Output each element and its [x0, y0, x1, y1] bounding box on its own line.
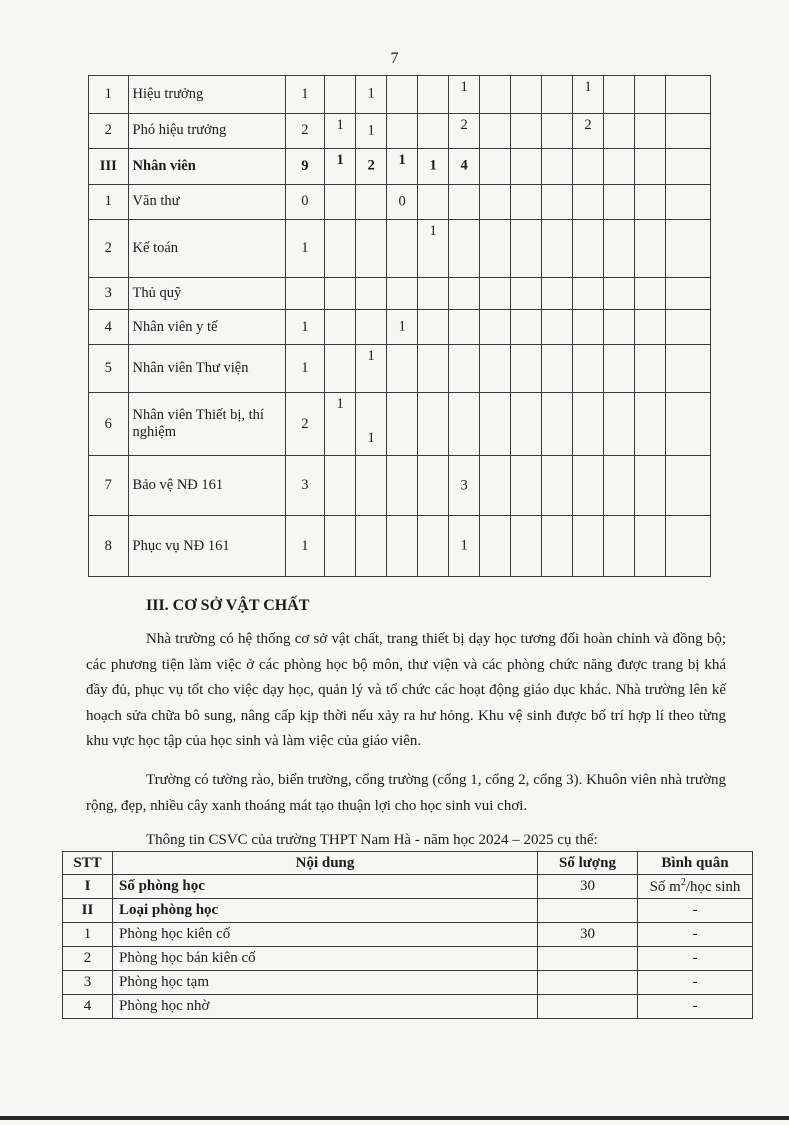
row-cell — [356, 220, 387, 278]
row-name: Thủ quỹ — [128, 278, 285, 309]
row-cell — [480, 345, 511, 393]
row-cell — [542, 393, 573, 456]
row-cell — [449, 220, 480, 278]
cell-value: 1 — [367, 122, 375, 139]
row-cell — [665, 345, 710, 393]
facility-stt: 2 — [63, 947, 113, 971]
facility-stt: 1 — [63, 923, 113, 947]
row-cell — [542, 309, 573, 344]
facilities-table — [62, 851, 753, 1019]
avg-suffix: /học sinh — [685, 879, 741, 895]
row-stt: 3 — [89, 278, 129, 309]
row-cell — [573, 113, 604, 148]
row-cell — [387, 184, 418, 219]
row-cell — [604, 76, 635, 114]
facilities-row — [63, 875, 753, 899]
row-stt: 4 — [89, 309, 129, 344]
facility-content: Phòng học bán kiên cố — [113, 947, 538, 971]
row-cell — [635, 345, 666, 393]
row-cell — [635, 184, 666, 219]
row-stt: 8 — [89, 516, 129, 577]
facilities-header-row — [63, 852, 753, 875]
cell-value: 1 — [336, 152, 344, 169]
row-cell — [573, 393, 604, 456]
avg-prefix: Số m — [649, 879, 681, 895]
row-cell — [511, 516, 542, 577]
row-name: Bảo vệ NĐ 161 — [128, 455, 285, 516]
cell-value: 1 — [367, 429, 375, 446]
row-cell — [604, 309, 635, 344]
row-cell — [573, 184, 604, 219]
row-cell — [449, 113, 480, 148]
facility-average: - — [638, 971, 753, 995]
row-total: 2 — [285, 113, 325, 148]
row-cell — [635, 149, 666, 184]
facilities-row — [63, 947, 753, 971]
paragraph-grounds: Trường có tường rào, biển trường, cổng trường (cổng 1, cổng 2, cổng 3). Khuôn viên nhà trường rộng, đẹp, nhiều cây xanh thoáng mát tạo thuận lợi cho học sinh vui chơi. — [86, 772, 726, 814]
cell-value: 1 — [398, 152, 406, 169]
cell-value: 1 — [584, 79, 592, 95]
row-name: Nhân viên y tế — [128, 309, 285, 344]
row-cell — [356, 278, 387, 309]
staff-row — [89, 516, 711, 577]
cell-value: 4 — [460, 157, 468, 174]
row-cell — [325, 345, 356, 393]
row-cell — [604, 113, 635, 148]
row-cell — [480, 278, 511, 309]
row-cell — [480, 309, 511, 344]
row-cell — [635, 516, 666, 577]
cell-value: 1 — [429, 223, 437, 240]
row-name: Văn thư — [128, 184, 285, 219]
row-cell — [542, 76, 573, 114]
row-cell — [449, 309, 480, 344]
row-stt: 2 — [89, 113, 129, 148]
row-cell — [325, 76, 356, 114]
row-cell — [511, 220, 542, 278]
row-cell — [511, 393, 542, 456]
facility-content: Phòng học nhờ — [113, 995, 538, 1019]
row-cell — [325, 220, 356, 278]
row-stt: 2 — [89, 220, 129, 278]
row-stt: 6 — [89, 393, 129, 456]
row-cell — [665, 149, 710, 184]
row-cell — [665, 455, 710, 516]
staff-row — [89, 220, 711, 278]
row-cell — [387, 309, 418, 344]
row-cell — [480, 76, 511, 114]
row-cell — [325, 113, 356, 148]
paragraph-table-intro: Thông tin CSVC của trường THPT Nam Hà - năm học 2024 – 2025 cụ thể: — [146, 832, 598, 848]
row-total: 1 — [285, 76, 325, 114]
row-cell — [387, 76, 418, 114]
row-cell — [604, 184, 635, 219]
row-cell — [387, 516, 418, 577]
row-cell — [511, 113, 542, 148]
header-stt: STT — [63, 852, 113, 875]
row-name: Hiệu trưởng — [128, 76, 285, 114]
row-cell — [665, 220, 710, 278]
row-cell — [604, 393, 635, 456]
staff-table — [88, 75, 711, 577]
header-quantity: Số lượng — [538, 852, 638, 875]
row-cell — [604, 455, 635, 516]
row-cell — [418, 278, 449, 309]
row-name: Nhân viên Thư viện — [128, 345, 285, 393]
facility-quantity: 30 — [538, 923, 638, 947]
row-cell — [542, 345, 573, 393]
row-cell — [635, 309, 666, 344]
facility-stt: II — [63, 899, 113, 923]
row-cell — [449, 393, 480, 456]
facility-quantity: 30 — [538, 875, 638, 899]
row-cell — [356, 345, 387, 393]
row-cell — [511, 149, 542, 184]
row-cell — [542, 455, 573, 516]
row-cell — [356, 184, 387, 219]
row-cell — [356, 455, 387, 516]
row-cell — [325, 393, 356, 456]
header-average: Bình quân — [638, 852, 753, 875]
row-total: 2 — [285, 393, 325, 456]
row-cell — [480, 220, 511, 278]
facility-content: Loại phòng học — [113, 899, 538, 923]
row-cell — [665, 76, 710, 114]
row-cell — [387, 393, 418, 456]
row-cell — [480, 113, 511, 148]
row-stt: III — [89, 149, 129, 184]
row-total: 0 — [285, 184, 325, 219]
row-cell — [604, 278, 635, 309]
row-cell — [573, 345, 604, 393]
staff-row — [89, 393, 711, 456]
cell-value: 2 — [460, 116, 468, 133]
staff-row — [89, 309, 711, 344]
row-cell — [449, 149, 480, 184]
row-cell — [418, 455, 449, 516]
staff-row — [89, 345, 711, 393]
row-cell — [480, 149, 511, 184]
cell-value: 2 — [584, 116, 592, 133]
row-cell — [449, 455, 480, 516]
row-total: 1 — [285, 220, 325, 278]
facility-average: - — [638, 899, 753, 923]
cell-value: 1 — [367, 348, 375, 365]
cell-value: 1 — [336, 396, 344, 413]
row-cell — [511, 76, 542, 114]
staff-row — [89, 455, 711, 516]
row-cell — [480, 184, 511, 219]
row-name: Nhân viên — [128, 149, 285, 184]
row-total: 1 — [285, 309, 325, 344]
scan-edge — [0, 1116, 789, 1120]
row-cell — [604, 516, 635, 577]
row-cell — [387, 278, 418, 309]
row-total: 3 — [285, 455, 325, 516]
row-cell — [325, 149, 356, 184]
facility-average: - — [638, 995, 753, 1019]
row-cell — [665, 113, 710, 148]
facility-average: - — [638, 947, 753, 971]
row-cell — [480, 393, 511, 456]
cell-value: 1 — [336, 116, 344, 133]
row-cell — [542, 516, 573, 577]
row-cell — [665, 309, 710, 344]
row-cell — [356, 516, 387, 577]
row-cell — [418, 345, 449, 393]
row-cell — [449, 516, 480, 577]
row-cell — [573, 455, 604, 516]
facilities-row — [63, 971, 753, 995]
row-cell — [387, 345, 418, 393]
row-cell — [356, 309, 387, 344]
row-cell — [635, 220, 666, 278]
row-cell — [356, 149, 387, 184]
facilities-row — [63, 899, 753, 923]
row-cell — [573, 149, 604, 184]
row-cell — [418, 149, 449, 184]
cell-value: 1 — [367, 85, 375, 102]
row-cell — [635, 393, 666, 456]
facility-stt: 3 — [63, 971, 113, 995]
row-cell — [604, 220, 635, 278]
row-cell — [604, 149, 635, 184]
paragraph-facilities: Nhà trường có hệ thống cơ sở vật chất, trang thiết bị dạy học tương đối hoàn chỉnh và đồng bộ; các phương tiện làm việc ở các phòng học bộ môn, thư viện và các phòng chức năng được trang bị khá đầy đủ, phục vụ tốt cho việc dạy học, quản lý và tổ chức các hoạt động giáo dục khác. Nhà trường lên kế hoạch sửa chữa bô sung, nâng cấp kịp thời nếu xảy ra hư hỏng. Khu vệ sinh được bố trí hợp lí theo từng khu vực học tập của học sinh và làm việc của giáo viên. — [86, 631, 726, 749]
row-name: Kế toán — [128, 220, 285, 278]
facility-quantity — [538, 947, 638, 971]
row-cell — [665, 278, 710, 309]
row-cell — [511, 309, 542, 344]
cell-value: 1 — [460, 79, 468, 95]
row-cell — [449, 278, 480, 309]
row-cell — [480, 455, 511, 516]
row-cell — [665, 393, 710, 456]
facility-content: Phòng học kiên cố — [113, 923, 538, 947]
row-stt: 1 — [89, 76, 129, 114]
row-cell — [418, 393, 449, 456]
row-cell — [325, 184, 356, 219]
row-cell — [573, 278, 604, 309]
row-stt: 1 — [89, 184, 129, 219]
row-cell — [387, 455, 418, 516]
row-cell — [542, 113, 573, 148]
facility-quantity — [538, 995, 638, 1019]
row-cell — [418, 76, 449, 114]
facility-content: Số phòng học — [113, 875, 538, 899]
row-cell — [573, 516, 604, 577]
row-name: Phó hiệu trưởng — [128, 113, 285, 148]
row-cell — [542, 278, 573, 309]
row-cell — [356, 113, 387, 148]
cell-value: 1 — [460, 537, 468, 554]
row-cell — [511, 345, 542, 393]
facility-average — [638, 875, 753, 899]
staff-row — [89, 149, 711, 184]
cell-value: 1 — [429, 157, 437, 174]
cell-value: 2 — [367, 157, 375, 174]
row-cell — [418, 184, 449, 219]
staff-row — [89, 278, 711, 309]
row-cell — [542, 184, 573, 219]
row-cell — [480, 516, 511, 577]
row-cell — [665, 184, 710, 219]
row-cell — [418, 309, 449, 344]
row-cell — [418, 113, 449, 148]
row-cell — [356, 76, 387, 114]
avg-superscript: 2 — [680, 877, 686, 888]
row-stt: 7 — [89, 455, 129, 516]
row-cell — [449, 76, 480, 114]
row-cell — [511, 184, 542, 219]
row-cell — [511, 278, 542, 309]
facilities-row — [63, 995, 753, 1019]
row-cell — [356, 393, 387, 456]
row-cell — [635, 76, 666, 114]
row-cell — [325, 309, 356, 344]
row-total — [285, 278, 325, 309]
row-cell — [573, 76, 604, 114]
row-cell — [325, 278, 356, 309]
row-cell — [665, 516, 710, 577]
page-number: 7 — [390, 50, 399, 67]
cell-value: 3 — [460, 477, 468, 494]
row-cell — [635, 113, 666, 148]
facility-quantity — [538, 899, 638, 923]
facility-average: - — [638, 923, 753, 947]
section-heading: III. CƠ SỞ VẬT CHẤT — [146, 597, 310, 614]
row-cell — [387, 149, 418, 184]
row-cell — [387, 220, 418, 278]
row-cell — [418, 220, 449, 278]
row-cell — [325, 455, 356, 516]
facility-stt: I — [63, 875, 113, 899]
row-name: Phục vụ NĐ 161 — [128, 516, 285, 577]
row-cell — [418, 516, 449, 577]
row-total: 1 — [285, 345, 325, 393]
row-cell — [511, 455, 542, 516]
header-content: Nội dung — [113, 852, 538, 875]
row-cell — [449, 345, 480, 393]
staff-row — [89, 184, 711, 219]
row-name: Nhân viên Thiết bị, thí nghiệm — [128, 393, 285, 456]
row-total: 9 — [285, 149, 325, 184]
facility-quantity — [538, 971, 638, 995]
row-cell — [573, 309, 604, 344]
staff-row — [89, 76, 711, 114]
row-stt: 5 — [89, 345, 129, 393]
row-cell — [604, 345, 635, 393]
row-cell — [635, 278, 666, 309]
row-cell — [387, 113, 418, 148]
staff-row — [89, 113, 711, 148]
row-cell — [449, 184, 480, 219]
row-total: 1 — [285, 516, 325, 577]
cell-value: 1 — [398, 318, 406, 335]
facility-content: Phòng học tạm — [113, 971, 538, 995]
facilities-row — [63, 923, 753, 947]
row-cell — [325, 516, 356, 577]
row-cell — [635, 455, 666, 516]
row-cell — [542, 220, 573, 278]
cell-value: 0 — [398, 193, 406, 210]
facility-stt: 4 — [63, 995, 113, 1019]
row-cell — [573, 220, 604, 278]
row-cell — [542, 149, 573, 184]
